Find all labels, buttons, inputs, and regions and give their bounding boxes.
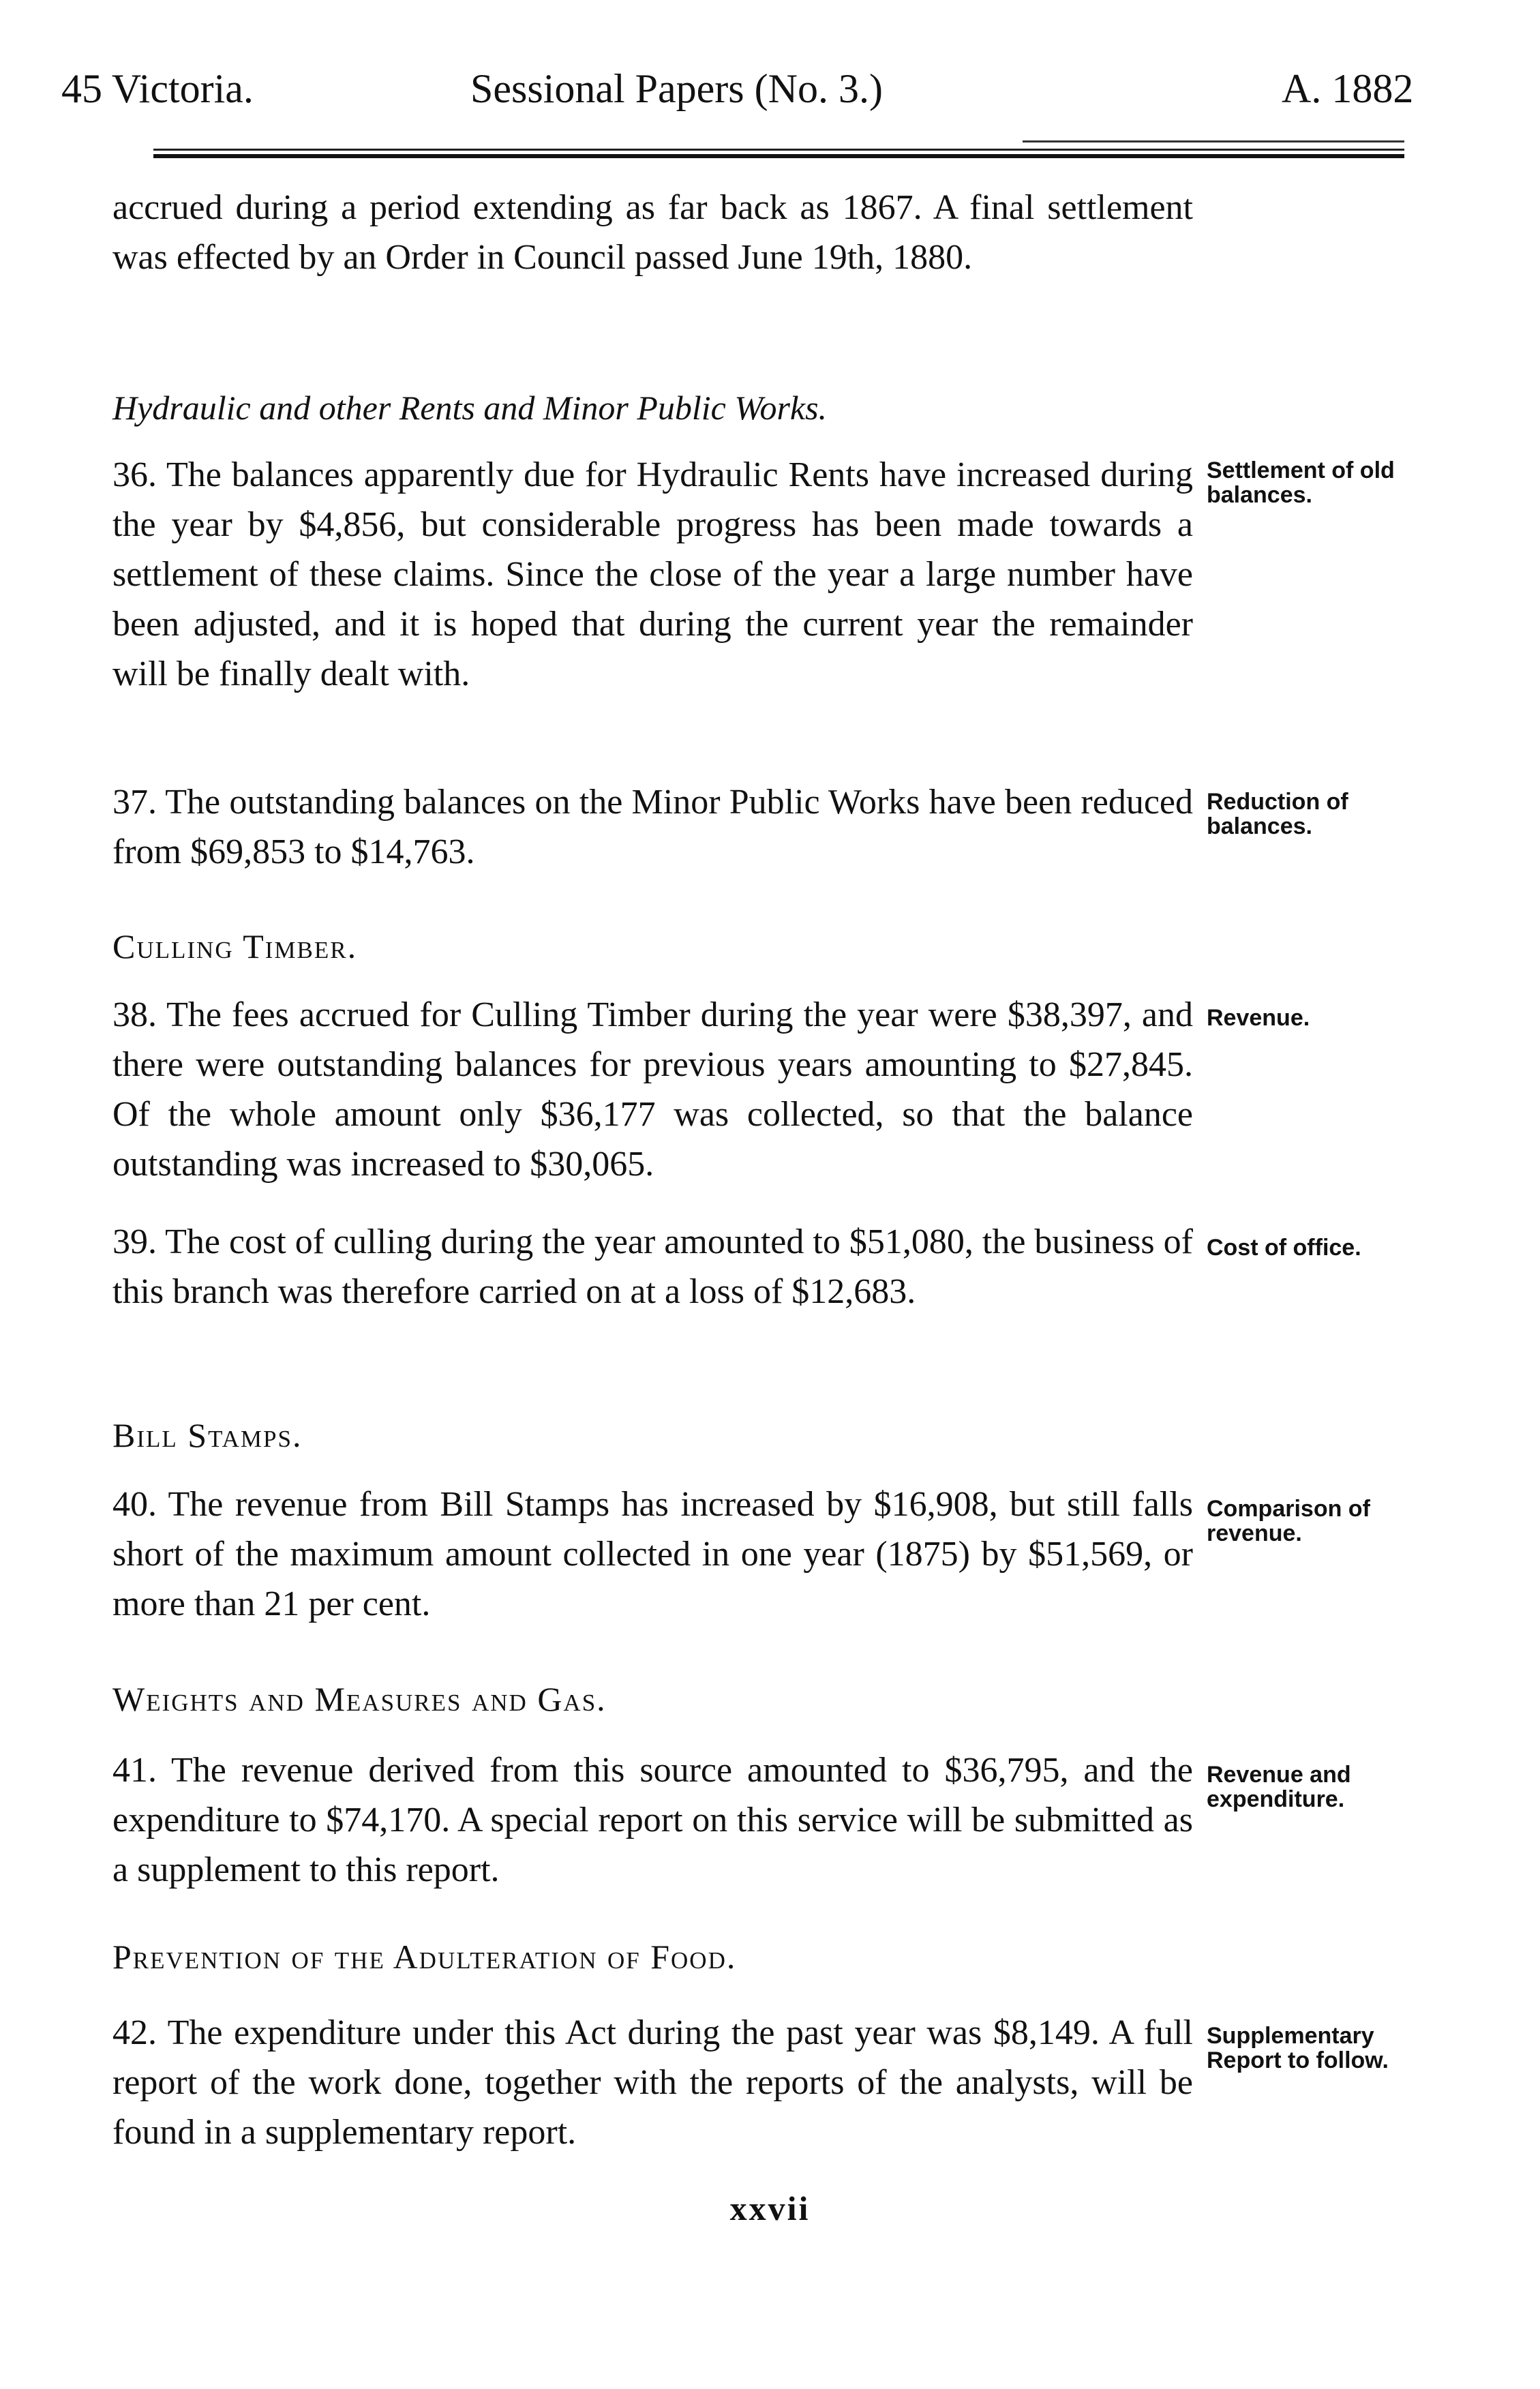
section-heading-weights: Weights and Measures and Gas. bbox=[112, 1680, 607, 1718]
margin-note-36: Settlement of old balances. bbox=[1207, 457, 1395, 508]
margin-note-39: Cost of office. bbox=[1207, 1235, 1361, 1261]
margin-note-40: Comparison of revenue. bbox=[1207, 1496, 1370, 1546]
continuation-paragraph: accrued during a period extending as far back as 1867. A final settlement was effected by an Order in Council passed June 19th, 1880. bbox=[112, 188, 1193, 277]
margin-note-37: Reduction of balances. bbox=[1207, 789, 1348, 839]
paragraph-42: 42. The expenditure under this Act during the past year was $8,149. A full report of the work done, together with the reports of the analysts, will be found in a supplementary report. bbox=[112, 2013, 1193, 2152]
header-rule-thin bbox=[153, 149, 1404, 151]
paragraph-41: 41. The revenue derived from this source amounted to $36,795, and the expenditure to $74,170. A special report on this service will be submitted as a supplement to this report. bbox=[112, 1751, 1193, 1889]
page-header bbox=[0, 65, 1540, 112]
margin-note-41: Revenue and expenditure. bbox=[1207, 1762, 1351, 1812]
section-heading-culling: Culling Timber. bbox=[112, 927, 358, 965]
paragraph-40: 40. The revenue from Bill Stamps has increased by $16,908, but still falls short of the maximum amount collected in one year (1875) by $51,569, or more than 21 per cent. bbox=[112, 1485, 1193, 1623]
paragraph-37: 37. The outstanding balances on the Minor Public Works have been reduced from $69,853 to $14,763. bbox=[112, 783, 1193, 871]
header-rule-short bbox=[1023, 140, 1404, 142]
margin-note-42: Supplementary Report to follow. bbox=[1207, 2023, 1389, 2073]
paragraph-36: 36. The balances apparently due for Hydraulic Rents have increased during the year by $4,856, but considerable progress has been made towards a settlement of these claims. Since the close of the year a large number have been adjusted, and it is hoped that during the current year the remainder will be finally dealt with. bbox=[112, 455, 1193, 693]
page-number: xxvii bbox=[729, 2189, 811, 2227]
header-year: A. 1882 bbox=[1282, 66, 1414, 111]
paragraph-38: 38. The fees accrued for Culling Timber during the year were $38,397, and there were outstanding balances for previous years amounting to $27,845. Of the whole amount only $36,177 was collected, so that the balance outstanding was increased to $30,065. bbox=[112, 995, 1193, 1184]
header-rule-thick bbox=[153, 154, 1404, 158]
header-title: Sessional Papers (No. 3.) bbox=[470, 66, 883, 111]
paragraph-39: 39. The cost of culling during the year amounted to $51,080, the business of this branch was therefore carried on at a loss of $12,683. bbox=[112, 1222, 1193, 1311]
header-session: 45 Victoria. bbox=[61, 66, 254, 111]
section-heading-bill-stamps: Bill Stamps. bbox=[112, 1416, 303, 1454]
section-heading-hydraulic: Hydraulic and other Rents and Minor Public Works. bbox=[112, 389, 828, 427]
section-heading-adulteration: Prevention of the Adulteration of Food. bbox=[112, 1938, 737, 1976]
margin-note-38: Revenue. bbox=[1207, 1005, 1310, 1031]
